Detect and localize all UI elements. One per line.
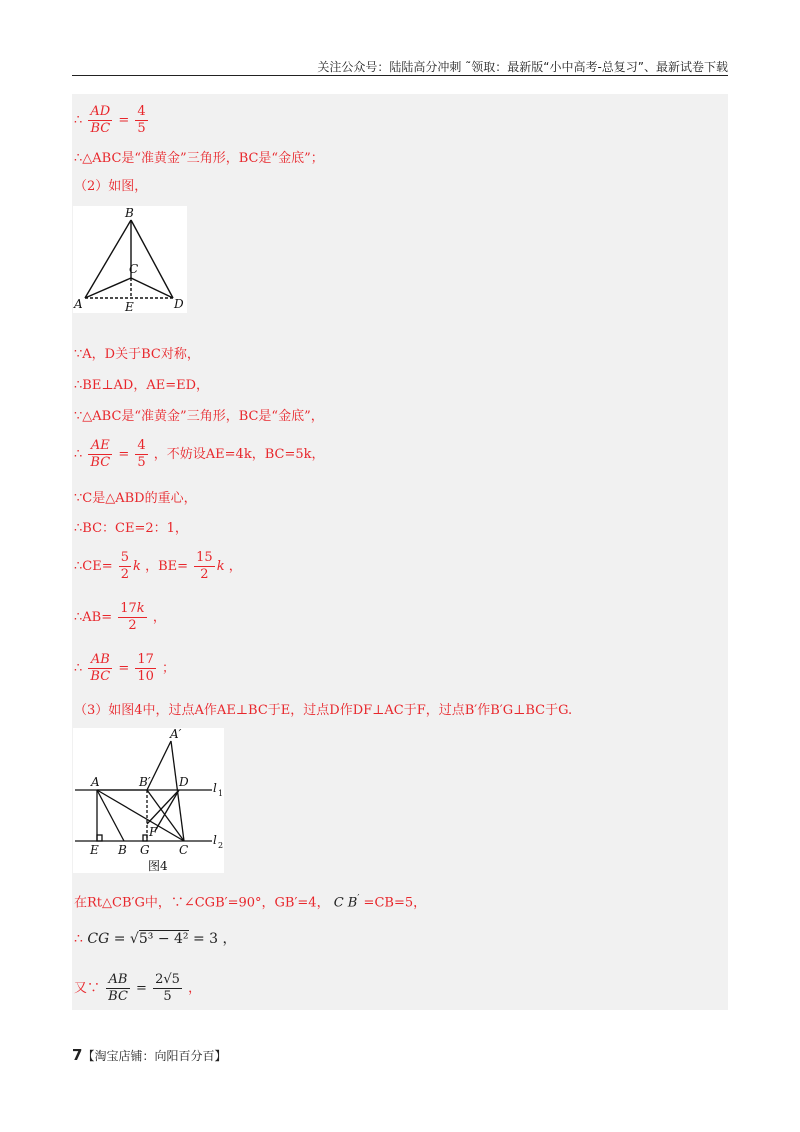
frac-ab-bc: $\frac{AB}{BC}$: [90, 652, 111, 684]
label-c: C: [129, 262, 139, 276]
ce-be-line: ∴CE= $\frac{5}{2}$ k ，BE= $\frac{15}{2}$ k ，: [74, 550, 242, 582]
frac-15-2: $\frac{15}{2}$: [196, 550, 213, 582]
frac-ae-bc: $\frac{AE}{BC}$: [90, 438, 111, 470]
eq-ab-bc: ∴ $\frac{AB}{BC}$ = $\frac{17}{10}$ ；: [74, 652, 176, 684]
label-e2: E: [90, 843, 99, 857]
perpendicular-line: ∴BE⊥AD，AE=ED，: [74, 378, 210, 393]
quasi-golden-line: ∵△ABC是“准黄金”三角形，BC是“金底”，: [74, 409, 324, 424]
frac-4-5-b: $\frac{4}{5}$: [137, 438, 146, 470]
label-a: A: [74, 297, 83, 311]
cg-line: ∴ CG = √5³ − 4² = 3 ，: [74, 931, 237, 947]
frac-17-10: $\frac{17}{10}$: [137, 652, 154, 684]
ab-bc-ratio-line: 又∵ $\frac{AB}{BC}$ = $\frac{2√5}{5}$ ，: [74, 972, 202, 1004]
label-d: D: [174, 297, 184, 311]
label-c2: C: [179, 843, 189, 857]
label-l1: l: [213, 781, 217, 795]
part-2-heading: （2）如图，: [74, 179, 148, 194]
eq-ad-bc: ∴ $\frac{AD}{BC}$ = $\frac{4}{5}$: [74, 104, 146, 136]
label-d2: D: [179, 775, 189, 789]
eq-ae-bc: ∴ $\frac{AE}{BC}$ = $\frac{4}{5}$ ，不妨设AE=4k，BC=5k，: [74, 438, 325, 470]
figure-triangle-abd: [73, 206, 187, 313]
frac-ab-bc-2: $\frac{AB}{BC}$: [108, 972, 128, 1004]
label-l2-sub: 2: [218, 841, 224, 850]
frac-5-2: $\frac{5}{2}$: [120, 550, 130, 582]
ratio-line: ∴BC：CE=2：1，: [74, 521, 188, 536]
frac-ad-bc: $\frac{AD}{BC}$: [90, 104, 111, 136]
label-a-prime: A′: [170, 728, 182, 741]
parallel-lines-diagram: [73, 728, 224, 873]
label-b2: B: [118, 843, 127, 857]
label-b-prime: B′: [139, 775, 151, 789]
label-f: F: [149, 825, 158, 839]
right-triangle-line: 在Rt△CB′G中，∵∠CGB′=90°，GB′=4， C B′ =CB=5，: [74, 894, 427, 911]
symmetry-line: ∵A，D关于BC对称，: [74, 347, 200, 362]
triangle-diagram: [73, 206, 187, 313]
sqrt-sign: √: [129, 931, 139, 947]
radicand: 5³ − 4²: [138, 931, 189, 947]
page-header: 关注公众号：陆陆高分冲刺 ˜领取：最新版“小中高考-总复习”、最新试卷下载: [72, 58, 728, 76]
frac-4-5: $\frac{4}{5}$: [137, 104, 146, 136]
figure-4: [73, 728, 224, 873]
part-3-heading: （3）如图4中，过点A作AE⊥BC于E，过点D作DF⊥AC于F，过点B′作B′G⊥BC于G.: [74, 703, 573, 718]
label-l1-sub: 1: [218, 789, 224, 798]
page-number: 7: [72, 1046, 83, 1064]
label-b: B: [125, 206, 134, 220]
frac-17k-2: $\frac{17k}{2}$: [120, 601, 145, 633]
frac-2sqrt5-5: $\frac{2√5}{5}$: [155, 972, 180, 1004]
label-l2: l: [213, 833, 217, 847]
page-footer: [72, 1046, 226, 1064]
cb-prime: C B: [333, 895, 358, 911]
ab-line: ∴AB= $\frac{17k}{2}$ ，: [74, 601, 166, 633]
label-e: E: [125, 300, 134, 313]
therefore: ∴: [74, 113, 83, 128]
shop-name: 【淘宝店铺：向阳百分百】: [82, 1049, 227, 1063]
label-g: G: [140, 843, 150, 857]
centroid-line: ∵C是△ABD的重心，: [74, 491, 197, 506]
label-a2: A: [91, 775, 100, 789]
figure-caption: 图4: [148, 859, 168, 873]
conclusion-1: ∴△ABC是“准黄金”三角形，BC是“金底”；: [74, 151, 324, 166]
